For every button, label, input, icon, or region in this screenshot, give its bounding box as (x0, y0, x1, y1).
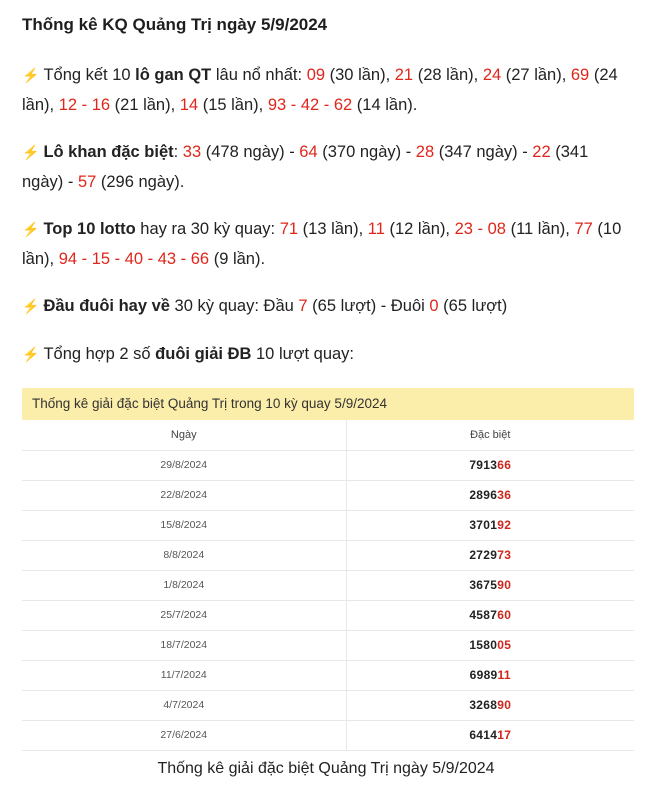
count-text: (296 ngày). (96, 173, 185, 191)
header-date: Ngày (22, 420, 346, 450)
special-prize-number (470, 668, 511, 682)
bolt-icon: ⚡ (22, 221, 40, 237)
lottery-number: 28 (415, 143, 435, 161)
lottery-number: 22 (532, 143, 551, 161)
lottery-number: 21 (394, 66, 414, 84)
text: 30 kỳ quay: Đầu (169, 297, 299, 315)
count-text: (347 ngày) - (434, 143, 533, 161)
count-text: (21 lần), (110, 96, 180, 114)
date-cell: 1/8/2024 (22, 570, 346, 600)
bolt-icon: ⚡ (22, 144, 40, 160)
bold-text: Đầu đuôi hay về (43, 297, 170, 315)
special-prize-cell (346, 690, 634, 720)
number-tail: 36 (497, 488, 512, 502)
bolt-icon: ⚡ (22, 346, 40, 362)
number-head: 6989 (469, 668, 498, 682)
special-prize-cell (346, 480, 634, 510)
page-title: Thống kê KQ Quảng Trị ngày 5/9/2024 (22, 15, 328, 34)
count-text: (14 lần). (352, 96, 418, 114)
number-head: 3675 (469, 578, 498, 592)
count-text: (28 lần), (413, 66, 483, 84)
special-prize-number (469, 458, 511, 472)
special-prize-number (469, 518, 511, 532)
count-text: (30 lần), (325, 66, 395, 84)
lottery-number: 77 (574, 220, 593, 238)
special-prize-number (469, 488, 511, 502)
table-row (22, 600, 634, 630)
table-row (22, 480, 634, 510)
dau-duoi-paragraph (22, 291, 632, 321)
number-head: 3268 (469, 698, 498, 712)
bolt-icon: ⚡ (22, 298, 40, 314)
text: Tổng kết 10 (43, 66, 136, 84)
bolt-icon: ⚡ (22, 67, 40, 83)
bold-text: lô gan QT (135, 66, 212, 84)
table-row (22, 540, 634, 570)
special-prize-number (469, 728, 511, 742)
table-row (22, 720, 634, 750)
count-text: (24 lần), (22, 66, 618, 114)
count-text: (11 lần), (505, 220, 575, 238)
count-text: (341 ngày) - (22, 143, 589, 191)
special-prize-number (469, 698, 511, 712)
lottery-number: 23 - 08 (454, 220, 506, 238)
lottery-number: 11 (367, 220, 385, 238)
number-head: 7913 (469, 458, 498, 472)
table-row (22, 660, 634, 690)
special-prize-number (469, 608, 511, 622)
text: : (173, 143, 183, 161)
lottery-number: 64 (299, 143, 318, 161)
count-text: (9 lần). (209, 250, 266, 268)
number-head: 1580 (469, 638, 498, 652)
table-row (22, 450, 634, 480)
number-tail: 92 (497, 518, 512, 532)
special-prize-cell (346, 540, 634, 570)
date-cell: 4/7/2024 (22, 690, 346, 720)
text: (65 lượt) (438, 297, 508, 315)
count-text: (370 ngày) - (317, 143, 416, 161)
special-prize-number (469, 548, 511, 562)
lottery-number: 94 - 15 - 40 - 43 - 66 (58, 250, 210, 268)
number-head: 4587 (469, 608, 498, 622)
header-special: Đặc biệt (470, 428, 511, 441)
count-text: (27 lần), (501, 66, 571, 84)
bold-text: Top 10 lotto (43, 220, 136, 238)
count-text: (10 lần), (22, 220, 622, 268)
date-cell: 27/6/2024 (22, 720, 346, 750)
table-body (22, 450, 634, 750)
tong-hop-paragraph (22, 339, 632, 369)
lottery-number: 14 (179, 96, 199, 114)
count-text: (13 lần), (298, 220, 368, 238)
number-tail: 11 (497, 668, 511, 682)
number-head: 2896 (469, 488, 498, 502)
bold-text: Lô khan đặc biệt (43, 143, 174, 161)
table-caption: Thống kê giải đặc biệt Quảng Trị trong 10 kỳ quay 5/9/2024 (22, 388, 634, 420)
date-cell: 22/8/2024 (22, 480, 346, 510)
figure-caption: Thống kê giải đặc biệt Quảng Trị ngày 5/9/2024 (157, 760, 495, 777)
number-head: 3701 (469, 518, 498, 532)
number-tail: 90 (497, 698, 512, 712)
top-lotto-paragraph (22, 214, 632, 274)
text: hay ra 30 kỳ quay: (135, 220, 280, 238)
number-tail: 17 (497, 728, 512, 742)
date-cell: 29/8/2024 (22, 450, 346, 480)
lottery-number: 57 (77, 173, 97, 191)
date-cell: 11/7/2024 (22, 660, 346, 690)
special-prize-cell (346, 570, 634, 600)
dau-number: 7 (298, 297, 308, 315)
text: lâu nổ nhất: (211, 66, 307, 84)
number-tail: 90 (497, 578, 512, 592)
number-head: 2729 (469, 548, 498, 562)
text: 10 lượt quay: (251, 345, 355, 363)
lottery-number: 09 (306, 66, 326, 84)
special-prize-cell (346, 510, 634, 540)
number-tail: 60 (497, 608, 512, 622)
table-row (22, 690, 634, 720)
lottery-number: 69 (570, 66, 590, 84)
special-prize-table (22, 388, 634, 751)
count-text: (15 lần), (198, 96, 268, 114)
special-prize-cell (346, 660, 634, 690)
lottery-number: 33 (182, 143, 202, 161)
special-prize-cell (346, 720, 634, 750)
lottery-number: 71 (279, 220, 299, 238)
special-prize-number (469, 638, 511, 652)
special-prize-cell (346, 630, 634, 660)
number-tail: 73 (497, 548, 512, 562)
special-prize-number (469, 578, 511, 592)
lottery-number: 24 (482, 66, 502, 84)
lo-gan-paragraph (22, 60, 632, 120)
special-prize-cell (346, 450, 634, 480)
number-tail: 66 (497, 458, 512, 472)
table-row (22, 510, 634, 540)
table-row (22, 630, 634, 660)
date-cell: 15/8/2024 (22, 510, 346, 540)
date-cell: 25/7/2024 (22, 600, 346, 630)
text: Tổng hợp 2 số (43, 345, 156, 363)
text: (65 lượt) - Đuôi (307, 297, 430, 315)
bold-text: đuôi giải ĐB (155, 345, 252, 363)
lo-khan-paragraph (22, 137, 632, 197)
count-text: (478 ngày) - (201, 143, 300, 161)
special-prize-cell (346, 600, 634, 630)
count-text: (12 lần), (384, 220, 455, 238)
lottery-number: 12 - 16 (58, 96, 111, 114)
lottery-number: 93 - 42 - 62 (267, 96, 353, 114)
duoi-number: 0 (429, 297, 439, 315)
date-cell: 18/7/2024 (22, 630, 346, 660)
table-row (22, 570, 634, 600)
date-cell: 8/8/2024 (22, 540, 346, 570)
number-tail: 05 (497, 638, 512, 652)
number-head: 6414 (469, 728, 498, 742)
